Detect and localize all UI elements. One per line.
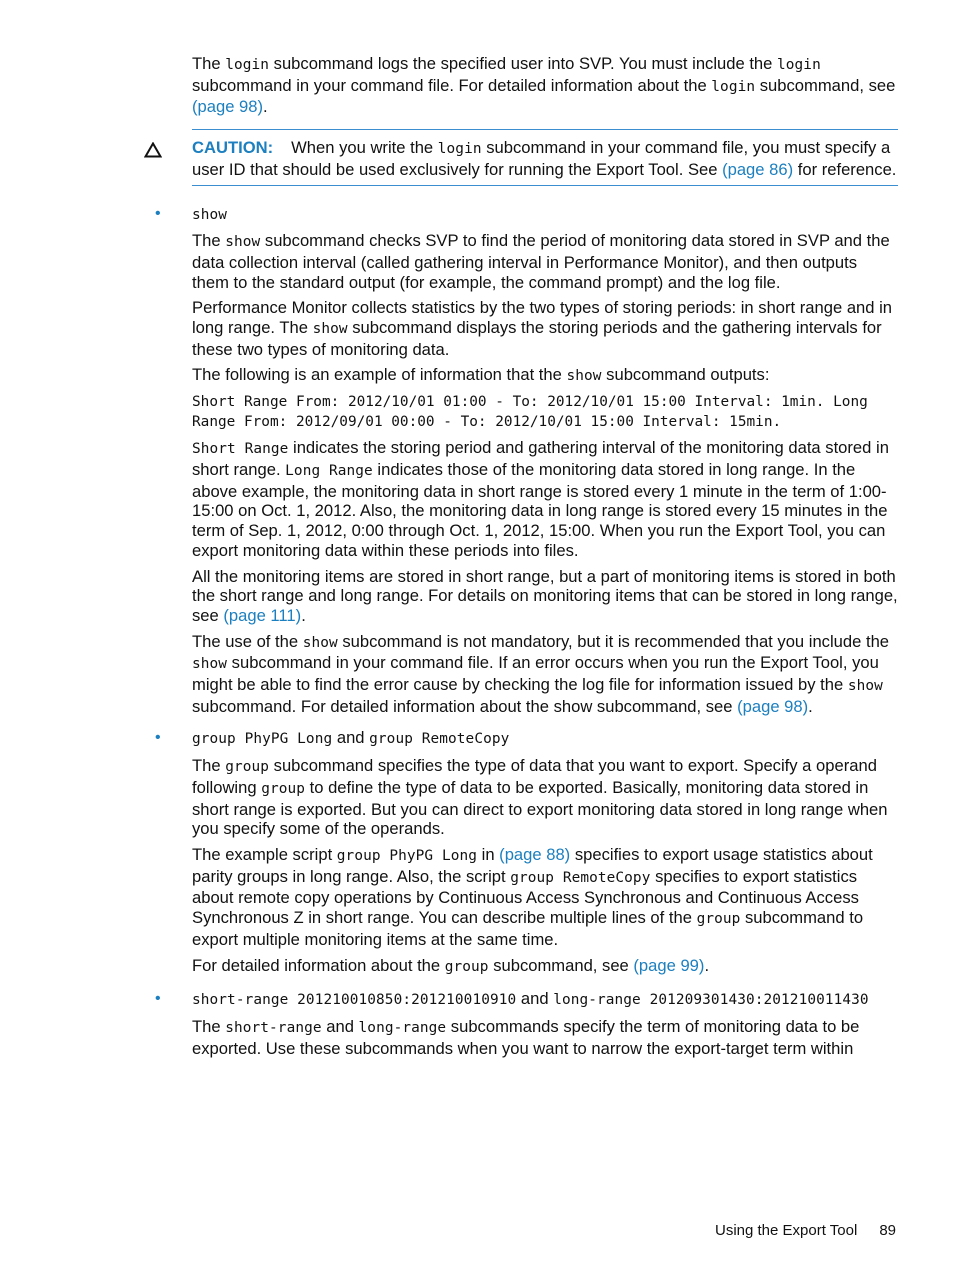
code-login: login: [711, 78, 756, 95]
group-paragraph-3: [192, 956, 898, 978]
text: subcommand in your command file. For detailed information about the: [192, 75, 712, 95]
text: to define the type of data to be exported. Basically, monitoring data stored in short range is exported. But you can direct to export monitoring data stored in long range when you specify some of the operands.: [192, 777, 888, 839]
code-group-phypg-long: group PhyPG Long: [336, 847, 478, 864]
page-content: [155, 54, 898, 1064]
code-login: login: [225, 57, 270, 73]
text: specifies to export usage statistics about parity groups in long range. Also, the script: [192, 844, 873, 886]
page-98-link[interactable]: (page 98): [737, 696, 809, 716]
page-99-link[interactable]: (page 99): [633, 955, 705, 975]
code-short-range: Short Range: [192, 441, 289, 458]
code-show: show: [566, 368, 602, 385]
text: The following is an example of information that the: [192, 365, 567, 385]
code-long-range: Long Range: [285, 463, 373, 480]
text: The example script: [192, 844, 337, 864]
code-group: group: [444, 958, 489, 975]
text: subcommand checks SVP to find the period of monitoring data stored in SVP and the data collection interval (called gathering interval in Performance Monitor), and then outputs them to the standard output (for example, the command prompt) and the log file.: [192, 231, 890, 292]
range-heading: [192, 989, 898, 1011]
code-show: show: [192, 206, 228, 223]
bullet-icon: •: [155, 204, 161, 222]
page-footer: [715, 1222, 896, 1239]
text: subcommand to export multiple monitoring items at the same time.: [192, 908, 864, 949]
code-show: show: [225, 234, 261, 251]
page-86-link[interactable]: (page 86): [722, 159, 794, 179]
show-heading: [192, 204, 898, 226]
code-short-range: short-range 201210010850:201210010910: [192, 992, 517, 1009]
text: The use of the: [192, 631, 303, 651]
text: for reference.: [793, 159, 897, 179]
text: .: [808, 696, 813, 716]
show-paragraph-3: [192, 365, 898, 387]
text: subcommand displays the storing periods and the gathering intervals for these two types of monitoring data.: [192, 318, 882, 359]
text: subcommand in your command file. If an error occurs when you run the Export Tool, you might be able to find the error cause by checking the log file for information issued by the: [192, 653, 879, 695]
text: subcommand, see: [488, 955, 634, 975]
code-show: show: [847, 678, 883, 695]
text: .: [263, 97, 268, 117]
range-bullet-item: [155, 989, 898, 1058]
text: specifies to export statistics about remote copy operations by Continuous Access Synchronous and Continuous Access Synchronous Z in short range. You can describe multiple lines of the: [192, 866, 859, 928]
text: All the monitoring items are stored in short range, but a part of monitoring items is stored in both the short range and long range. For details on monitoring items that can be stored in long range, see: [192, 566, 898, 625]
text: subcommand. For detailed information about the show subcommand, see: [192, 696, 738, 716]
code-login: login: [437, 141, 482, 158]
page-88-link[interactable]: (page 88): [499, 844, 571, 864]
text: .: [704, 955, 710, 975]
text: and: [321, 1016, 359, 1036]
code-group: group: [696, 911, 741, 928]
login-paragraph: [192, 54, 898, 117]
code-long-range: long-range 201209301430:201210011430: [553, 992, 869, 1009]
page-111-link[interactable]: (page 111): [223, 605, 302, 625]
page-98-link[interactable]: (page 98): [192, 97, 264, 117]
code-show: show: [192, 656, 228, 673]
text: and: [332, 728, 370, 748]
code-group: group: [225, 759, 270, 776]
text: indicates those of the monitoring data stored in long range. In the above example, the monitoring data in short range is stored every 1 minute in the term of 1:00-15:00 on Oct. 1, 2012. Also, the monitoring data in long range is stored every 15 minutes in the term of Sep. 1, 2012, 0:00 through Oct. 1, 2012, 15:00. When you run the Export Tool, you can export monitoring data within these periods into files.: [192, 460, 888, 560]
warning-triangle-icon: [144, 142, 162, 158]
text: Performance Monitor collects statistics by the two types of storing periods: in short range and in long range. The: [192, 298, 893, 338]
code-show: show: [312, 321, 348, 338]
text: and: [516, 989, 554, 1009]
group-paragraph-1: [192, 756, 898, 839]
show-output-example: Short Range From: 2012/10/01 01:00 - To: 2012/10/01 15:00 Interval: 1min. Long Range From: 2012/09/01 00:00 - To: 2012/10/01 15:00 Interval: 15min.: [192, 394, 868, 430]
code-show: show: [302, 634, 338, 651]
code-group-remotecopy: group RemoteCopy: [510, 869, 651, 886]
range-paragraph-1: [192, 1017, 898, 1058]
text: subcommand specifies the type of data that you want to export. Specify a operand following: [192, 756, 877, 797]
show-paragraph-6: [192, 632, 898, 717]
footer-title: Using the Export Tool: [715, 1222, 858, 1239]
text: subcommand logs the specified user into SVP. You must include the: [269, 54, 778, 73]
text: The: [192, 231, 226, 251]
text: When you write the: [291, 138, 438, 158]
page-number: 89: [879, 1222, 896, 1239]
text: The: [192, 756, 226, 776]
text: subcommand is not mandatory, but it is recommended that you include the: [337, 631, 890, 651]
text: subcommands specify the term of monitoring data to be exported. Use these subcommands when you want to narrow the export-target term within: [192, 1016, 860, 1058]
show-paragraph-2: [192, 298, 898, 359]
code-long-range: long-range: [358, 1019, 447, 1036]
caution-label: CAUTION:: [192, 138, 274, 158]
text: indicates the storing period and gathering interval of the monitoring data stored in short range.: [192, 438, 889, 480]
group-heading: [192, 728, 898, 750]
text: The: [192, 1016, 226, 1036]
bullet-icon: •: [155, 990, 161, 1008]
show-bullet-item: [155, 204, 898, 717]
group-paragraph-2: [192, 845, 898, 950]
caution-box: [192, 129, 898, 185]
text: .: [301, 605, 306, 625]
text: subcommand in your command file, you must specify a user ID that should be used exclusively for running the Export Tool. See: [192, 138, 891, 179]
code-group: group: [261, 780, 306, 797]
show-paragraph-1: [192, 231, 898, 292]
code-group-phypg-long: group PhyPG Long: [192, 731, 333, 748]
show-paragraph-4: [192, 438, 898, 560]
bullet-icon: •: [155, 729, 161, 747]
group-bullet-item: [155, 728, 898, 977]
text: The: [192, 54, 226, 73]
code-short-range: short-range: [225, 1019, 322, 1036]
text: subcommand, see: [755, 75, 896, 95]
text: in: [477, 844, 500, 864]
text: For detailed information about the: [192, 955, 445, 975]
show-paragraph-5: [192, 567, 898, 626]
text: subcommand outputs:: [601, 365, 770, 385]
code-group-remotecopy: group RemoteCopy: [369, 731, 510, 748]
code-login: login: [777, 57, 821, 73]
